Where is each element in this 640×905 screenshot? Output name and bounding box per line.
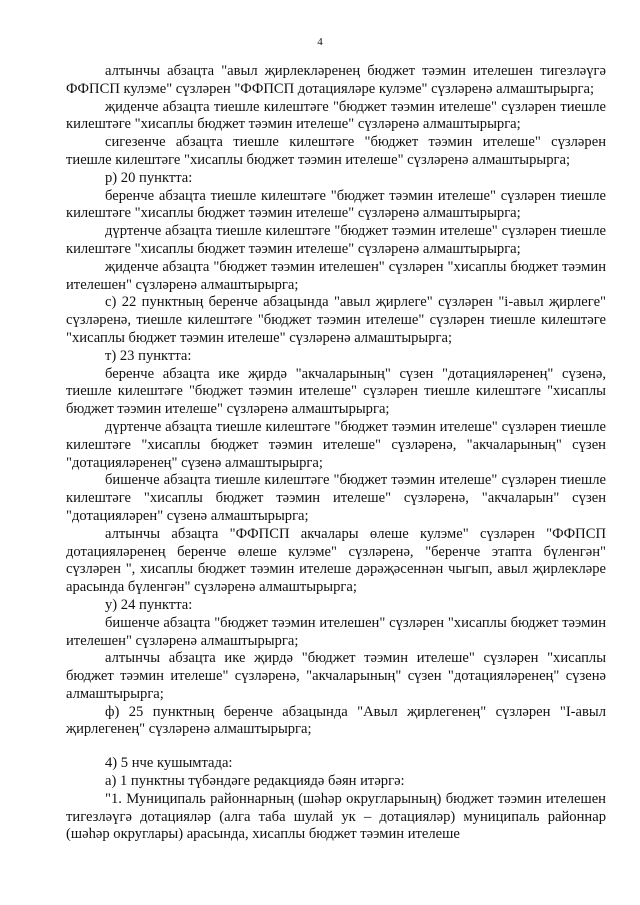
paragraph: җиденче абзацта тиешле килештәге "бюджет тәэмин ителеше" сүзләрен тиешле килештәге "хисаплы бюджет тәэмин ителеше" сүзләренә алмаштырырга; bbox=[66, 98, 606, 133]
paragraph: т) 23 пунктта: bbox=[105, 347, 192, 364]
paragraph: алтынчы абзацта "авыл җирлекләренең бюджет тәэмин ителешен тигезләүгә ФФПСП кулэме" сүзләрен "ФФПСП дотацияләре кулэме" сүзләренә алмаштырырга; bbox=[66, 63, 606, 97]
paragraph: беренче абзацта ике җирдә "акчаларының" сүзен "дотацияләренең" сүзенә, тиешле килештәге "бюджет тәэмин ителеше" сүзләрен тиешле килештәге "хисаплы бюджет тәэмин ителеше" сүзләренә алмаштырырга; bbox=[66, 365, 606, 418]
paragraph: беренче абзацта тиешле килештәге "бюджет тәэмин ителеше" сүзләрен тиешле килештәге "хисаплы бюджет тәэмин ителеше" сүзләренә алмаштырырга; bbox=[66, 187, 606, 222]
paragraph: җиденче абзацта "бюджет тәэмин ителешен" сүзләрен "хисаплы бюджет тәэмин ителешен" сүзләренә алмаштырырга; bbox=[66, 258, 606, 293]
document-body bbox=[66, 63, 606, 844]
paragraph: дүртенче абзацта тиешле килештәге "бюджет тәэмин ителеше" сүзләрен тиешле килештәге "хисаплы бюджет тәэмин ителеше" сүзләренә алмаштырырга; bbox=[66, 223, 606, 257]
paragraph: "1. Муниципаль районнарның (шәһәр округларының) бюджет тәэмин ителешен тигезләүгә дотацияләр (алга таба шулай ук – дотацияләр) муниципаль районнар (шәһәр округлары) арасында, хисаплы бюджет тәэмин ителеше bbox=[66, 790, 606, 843]
page-number: 4 bbox=[317, 36, 323, 48]
paragraph: р) 20 пунктта: bbox=[105, 169, 193, 186]
paragraph: алтынчы абзацта "ФФПСП акчалары өлеше кулэме" сүзләрен "ФФПСП дотацияләренең беренче өлеше кулэме" сүзләренә, "беренче этапта бүленгән" сүзләрен ", хисаплы бюджет тәэмин ителеше дәрәҗәсеннән чыгып, авыл җирлекләре арасында бүленгән" сүзләренә алмаштырырга; bbox=[66, 525, 606, 596]
paragraph: сигезенче абзацта тиешле килештәге "бюджет тәэмин ителеше" сүзләрен тиешле килештәге "хисаплы бюджет тәэмин ителеше" сүзләренә алмаштырырга; bbox=[66, 134, 606, 168]
paragraph: бишенче абзацта "бюджет тәэмин ителешен" сүзләрен "хисаплы бюджет тәэмин ителешен" сүзләренә алмаштырырга; bbox=[66, 614, 606, 649]
paragraph: с) 22 пунктның беренче абзацында "авыл җирлеге" сүзләрен "i-авыл җирлеге" сүзләренә, тиешле килештәге "бюджет тәэмин ителеше" сүзләрен тиешле килештәге "хисаплы бюджет тәэмин ителеше" сүзләренә алмаштырырга; bbox=[66, 294, 606, 346]
paragraph: бишенче абзацта тиешле килештәге "бюджет тәэмин ителеше" сүзләрен тиешле килештәге "хисаплы бюджет тәэмин ителеше" сүзләренә, "акчаларын" сүзен "дотацияләрен" сүзенә алмаштырырга; bbox=[66, 472, 606, 524]
paragraph: ф) 25 пунктның беренче абзацында "Авыл җирлегенең" сүзләрен "I-авыл җирлегенең" сүзләренә алмаштырырга; bbox=[66, 703, 606, 738]
section-heading: 4) 5 нче кушымтада: bbox=[105, 755, 233, 772]
paragraph: дүртенче абзацта тиешле килештәге "бюджет тәэмин ителеше" сүзләрен тиешле килештәге "хисаплы бюджет тәэмин ителеше" сүзләренә, "акчаларының" сүзен "дотацияләренең" сүзенә алмаштырырга; bbox=[66, 418, 606, 471]
paragraph-gap bbox=[66, 739, 606, 755]
paragraph: у) 24 пунктта: bbox=[105, 596, 193, 613]
paragraph: а) 1 пунктны түбәндәге редакциядә бәян итәргә: bbox=[105, 773, 405, 790]
paragraph: алтынчы абзацта ике җирдә "бюджет тәэмин ителеше" сүзләрен "хисаплы бюджет тәэмин ителеше" сүзләренә, "акчаларының" сүзен "дотацияләренең" сүзенә алмаштырырга; bbox=[66, 650, 606, 702]
